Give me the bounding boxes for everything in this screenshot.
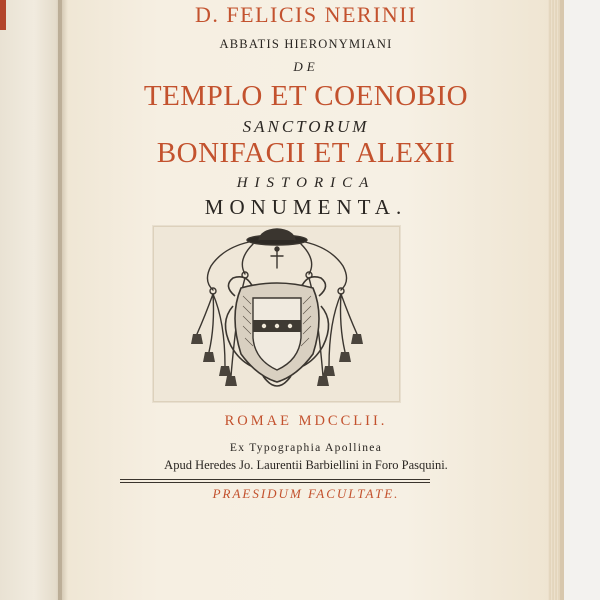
printer-line-2: Apud Heredes Jo. Laurentii Barbiellini in Foro Pasquini. [164,458,448,472]
title-line-2: SANCTORUM [242,117,370,136]
coat-of-arms-icon [153,226,400,402]
printer-line-1: Ex Typographia Apollinea [229,442,383,454]
imprint-place-year: ROMAE MDCCLII. [224,413,388,429]
double-rule-bottom [120,482,430,483]
license-line: PRAESIDUM FACULTATE. [212,486,400,501]
left-page-red-mark [0,0,6,30]
page-block-shade [560,0,564,600]
title-line-3: BONIFACII ET ALEXII [156,137,456,169]
author-name: D. FELICIS NERINII [195,2,417,27]
left-page-edge [0,0,62,600]
title-line-1: TEMPLO ET COENOBIO [143,80,469,112]
title-preposition: DE [293,59,319,74]
engraved-vignette [153,226,400,402]
double-rule-top [120,479,430,480]
title-line-5: MONUMENTA. [204,195,408,219]
title-line-4: HISTORICA [236,175,376,191]
author-role: ABBATIS HIERONYMIANI [219,37,393,51]
